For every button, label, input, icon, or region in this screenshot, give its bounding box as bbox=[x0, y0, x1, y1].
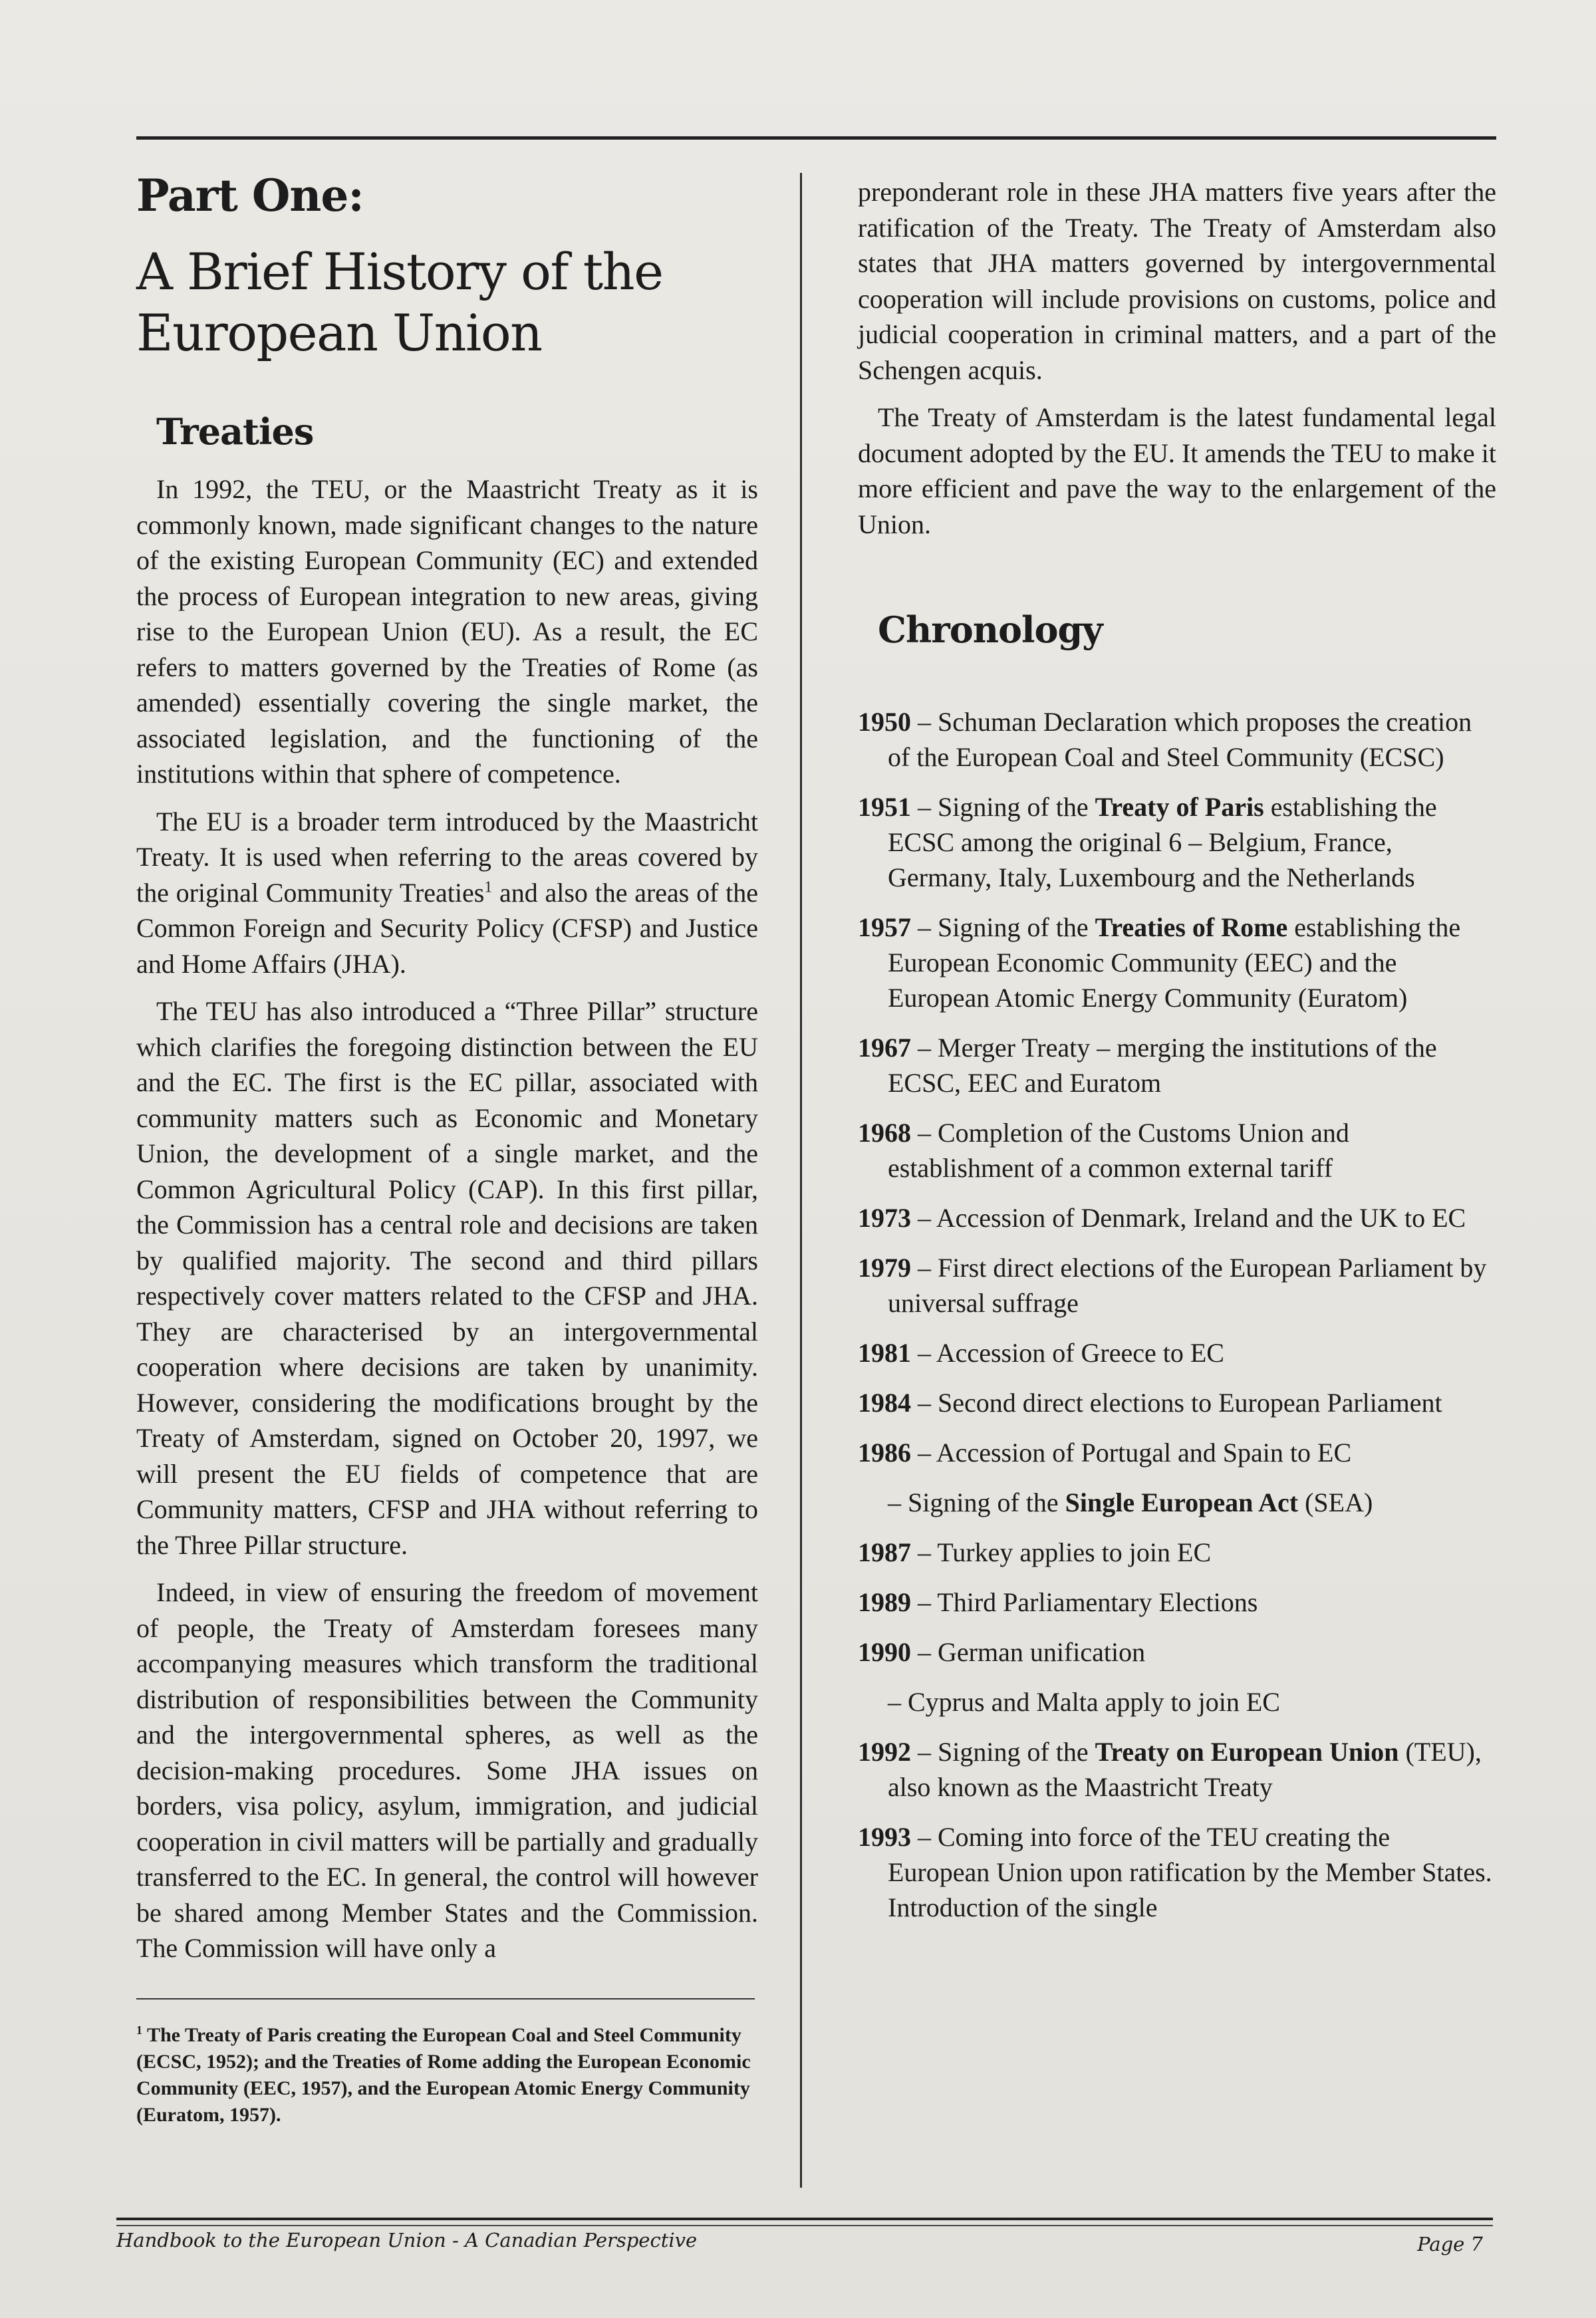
chronology-text: (SEA) bbox=[1298, 1487, 1373, 1517]
paragraph-text: The EU is a broader term introduced by the Maastricht Treaty. It is used when referring to the areas covered by the original Community Treaties bbox=[136, 806, 758, 908]
chronology-item bbox=[858, 1734, 1496, 1805]
chronology-item bbox=[858, 1435, 1496, 1470]
chronology-item bbox=[858, 1684, 1496, 1720]
chronology-year: 1992 bbox=[858, 1737, 911, 1767]
chronology-text: – German unification bbox=[911, 1637, 1146, 1667]
chronology-year: 1993 bbox=[858, 1822, 911, 1852]
chronology-item bbox=[858, 1200, 1496, 1235]
paragraph: preponderant role in these JHA matters five years after the ratification of the Treaty. The Treaty of Amsterdam also states that JHA matters governed by intergovernmental cooperation will include provisions on customs, police and judicial cooperation in criminal matters, and a part of the Schengen acquis. bbox=[858, 177, 1496, 385]
paragraph: Indeed, in view of ensuring the freedom of movement of people, the Treaty of Amsterdam foresees many accompanying measures which transform the traditional distribution of responsibilities between the Community and the intergovernmental spheres, as well as the decision-making procedures. Some JHA issues on borders, visa policy, asylum, immigration, and judicial cooperation in civil matters will be partially and gradually transferred to the EC. In general, the control will however be shared among Member States and the Commission. The Commission will have only a bbox=[136, 1577, 758, 1963]
footnote-ref: 1 bbox=[484, 878, 493, 896]
footnote-rule bbox=[136, 1998, 755, 1999]
chronology-year: 1990 bbox=[858, 1637, 911, 1667]
chronology-text: – Signing of the bbox=[911, 792, 1095, 822]
paragraph bbox=[136, 804, 758, 982]
chronology-item bbox=[858, 910, 1496, 1015]
chronology-year: 1957 bbox=[858, 912, 911, 942]
chronology-year: 1950 bbox=[858, 707, 911, 737]
chronology-treaty-name: Treaty of Paris bbox=[1095, 792, 1264, 822]
chronology-text: – Accession of Portugal and Spain to EC bbox=[911, 1438, 1352, 1468]
chronology-item bbox=[858, 1385, 1496, 1420]
right-column bbox=[858, 174, 1496, 1940]
chronology-item bbox=[858, 1335, 1496, 1370]
chronology-item bbox=[858, 789, 1496, 895]
chronology-text: – Signing of the bbox=[888, 1487, 1065, 1517]
column-divider bbox=[800, 173, 802, 2188]
chronology-item bbox=[858, 1819, 1496, 1925]
chronology-text: establishing the ECSC among the original 6 – Belgium, France, Germany, Italy, Luxembourg and the Netherlands bbox=[888, 792, 1437, 892]
chronology-item bbox=[858, 1634, 1496, 1670]
paragraph: The TEU has also introduced a “Three Pillar” structure which clarifies the foregoing distinction between the EU and the EC. The first is the EC pillar, associated with community matters such as Economic and Monetary Union, the development of a single market, and the Common Agricultural Policy (CAP). In this first pillar, the Commission has a central role and decisions are taken by qualified majority. The second and third pillars respectively cover matters related to the CFSP and JHA. They are characterised by an intergovernmental cooperation where decisions are taken by unanimity. However, considering the modifications brought by the Treaty of Amsterdam, signed on October 20, 1997, we will present the EU fields of competence that are Community matters, CFSP and JHA without referring to the Three Pillar structure. bbox=[136, 996, 758, 1560]
chronology-text: – Signing of the bbox=[911, 1737, 1095, 1767]
chronology-item bbox=[858, 1115, 1496, 1186]
chronology-text: – Accession of Denmark, Ireland and the UK to EC bbox=[911, 1203, 1466, 1233]
page-number: Page 7 bbox=[1417, 2233, 1483, 2255]
chronology-text: (TEU), also known as the Maastricht Treaty bbox=[888, 1737, 1482, 1802]
chronology-year: 1973 bbox=[858, 1203, 911, 1233]
chronology-treaty-name: Single European Act bbox=[1065, 1487, 1299, 1517]
chronology-text: – Signing of the bbox=[911, 912, 1095, 942]
chronology-text: – First direct elections of the European Parliament by universal suffrage bbox=[888, 1253, 1487, 1318]
chronology-text: – Schuman Declaration which proposes the creation of the European Coal and Steel Community (ECSC) bbox=[888, 707, 1472, 772]
chronology-treaty-name: Treaty on European Union bbox=[1095, 1737, 1399, 1767]
treaties-body-continued bbox=[858, 174, 1496, 542]
chronology-item bbox=[858, 1535, 1496, 1570]
footer-rule-thin bbox=[116, 2225, 1493, 2226]
chronology-text: – Accession of Greece to EC bbox=[911, 1338, 1224, 1368]
chronology-text: – Turkey applies to join EC bbox=[911, 1537, 1212, 1567]
chronology-text: – Cyprus and Malta apply to join EC bbox=[888, 1687, 1280, 1717]
chronology-item bbox=[858, 1585, 1496, 1620]
chronology-year: 1951 bbox=[858, 792, 911, 822]
paragraph: The Treaty of Amsterdam is the latest fundamental legal document adopted by the EU. It amends the TEU to make it more efficient and pave the way to the enlargement of the Union. bbox=[858, 402, 1496, 539]
chronology-year: 1979 bbox=[858, 1253, 911, 1283]
chronology-text: – Completion of the Customs Union and establishment of a common external tariff bbox=[888, 1118, 1349, 1183]
chronology-item bbox=[858, 704, 1496, 775]
treaties-body bbox=[136, 471, 758, 1966]
chronology-text: – Second direct elections to European Parliament bbox=[911, 1388, 1442, 1418]
top-rule bbox=[136, 136, 1496, 140]
section-heading-treaties: Treaties bbox=[156, 410, 314, 453]
footnote bbox=[136, 2017, 758, 2128]
footer-title: Handbook to the European Union - A Canadian Perspective bbox=[116, 2229, 698, 2252]
chronology-list bbox=[858, 704, 1496, 1925]
chronology-item bbox=[858, 1485, 1496, 1520]
paragraph-text: and also the areas of the Common Foreign and Security Policy (CFSP) and Justice and Home Affairs (JHA). bbox=[136, 877, 758, 979]
chronology-text: establishing the European Economic Community (EEC) and the European Atomic Energy Community (Euratom) bbox=[888, 912, 1461, 1013]
chronology-text: – Third Parliamentary Elections bbox=[911, 1587, 1258, 1617]
chronology-item bbox=[858, 1250, 1496, 1321]
chronology-year: 1989 bbox=[858, 1587, 911, 1617]
chronology-text: – Merger Treaty – merging the institutions of the ECSC, EEC and Euratom bbox=[888, 1033, 1437, 1098]
chronology-year: 1987 bbox=[858, 1537, 911, 1567]
chronology-year: 1984 bbox=[858, 1388, 911, 1418]
footer-rule bbox=[116, 2218, 1493, 2220]
chronology-year: 1981 bbox=[858, 1338, 911, 1368]
page-title: A Brief History of the European Union bbox=[136, 242, 663, 362]
section-heading-chronology: Chronology bbox=[878, 608, 1103, 651]
chronology-text: – Coming into force of the TEU creating the European Union upon ratification by the Member States. Introduction of the single bbox=[888, 1822, 1492, 1922]
left-column bbox=[136, 170, 758, 2128]
chronology-treaty-name: Treaties of Rome bbox=[1095, 912, 1288, 942]
chronology-year: 1986 bbox=[858, 1438, 911, 1468]
paragraph: In 1992, the TEU, or the Maastricht Treaty as it is commonly known, made significant changes to the nature of the existing European Community (EC) and extended the process of European integration to new areas, giving rise to the European Union (EU). As a result, the EC refers to matters governed by the Treaties of Rome (as amended) essentially covering the single market, the associated legislation, and the functioning of the institutions within that sphere of competence. bbox=[136, 474, 758, 789]
footnote-mark: 1 bbox=[136, 2023, 142, 2037]
chronology-item bbox=[858, 1030, 1496, 1100]
chronology-year: 1968 bbox=[858, 1118, 911, 1148]
chronology-year: 1967 bbox=[858, 1033, 911, 1063]
footnote-text: The Treaty of Paris creating the European Coal and Steel Community (ECSC, 1952); and the Treaties of Rome adding the European Economic Community (EEC, 1957), and the European Atomic Energy Community (Euratom, 1957). bbox=[136, 2023, 751, 2126]
part-title: Part One: bbox=[136, 170, 364, 221]
